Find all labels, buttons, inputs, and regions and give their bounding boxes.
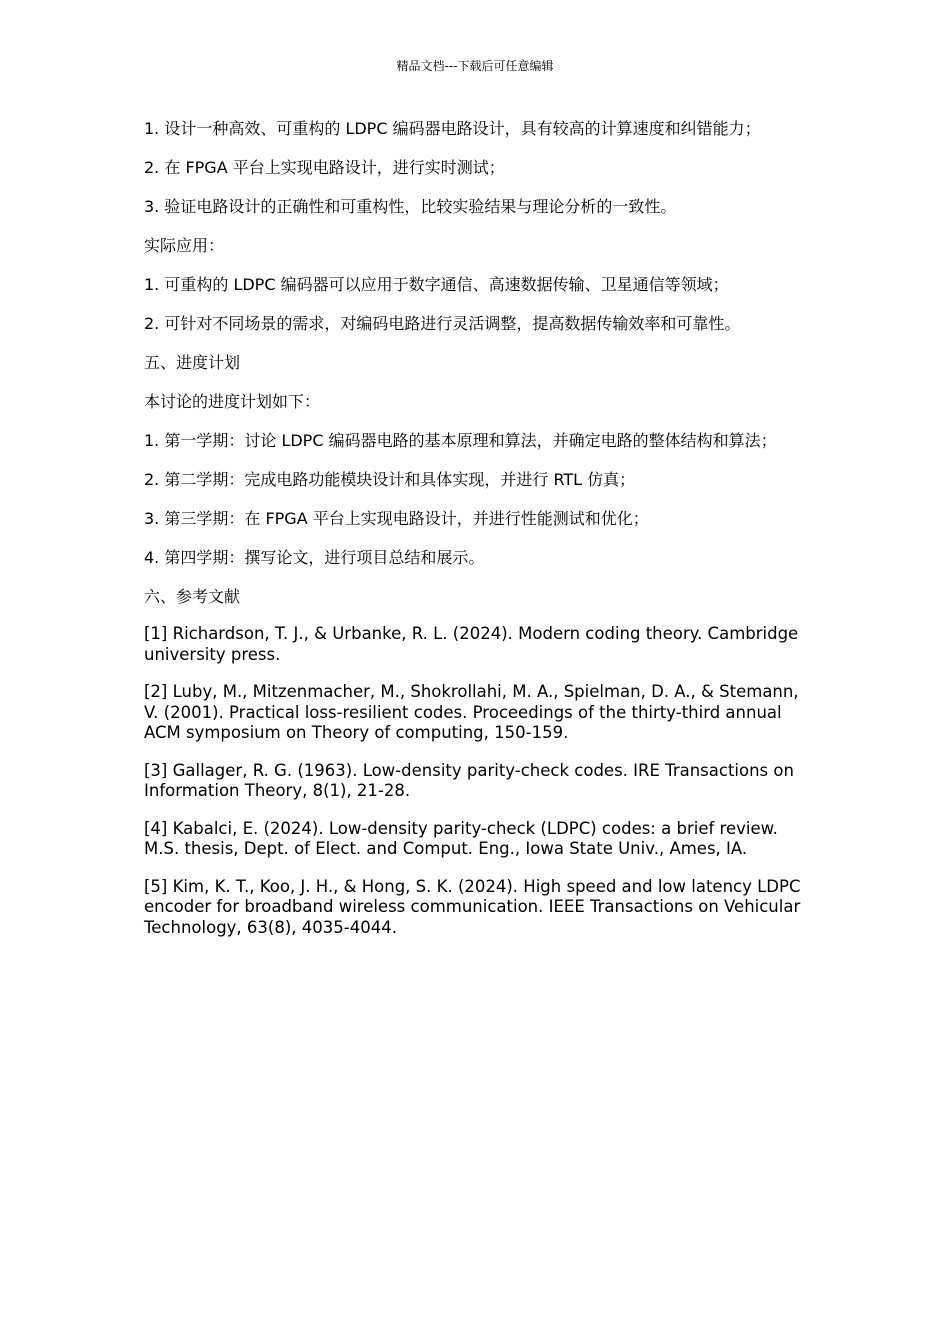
reference-item-3: [3] Gallager, R. G. (1963). Low-density parity-check codes. IRE Transactions on Information Theory, 8(1), 21-28. (144, 760, 794, 800)
objective-item-1: 1. 设计一种高效、可重构的 LDPC 编码器电路设计，具有较高的计算速度和纠错能力； (144, 119, 761, 138)
reference-item-1: [1] Richardson, T. J., & Urbanke, R. L. (2024). Modern coding theory. Cambridge university press. (144, 624, 799, 664)
objective-item-2: 2. 在 FPGA 平台上实现电路设计，进行实时测试； (144, 158, 505, 177)
reference-item-2: [2] Luby, M., Mitzenmacher, M., Shokrollahi, M. A., Spielman, D. A., & Stemann, V. (2001). Practical loss-resilient codes. Proceedings of the thirty-third annual ACM symposium on Theory of computing, 150-159. (144, 682, 799, 742)
schedule-intro: 本讨论的进度计划如下： (144, 392, 321, 411)
page-header: 精品文档---下载后可任意编辑 (396, 59, 554, 73)
schedule-item-1: 1. 第一学期：讨论 LDPC 编码器电路的基本原理和算法，并确定电路的整体结构和算法； (144, 431, 777, 450)
references-section-heading: 六、参考文献 (144, 587, 241, 606)
applications-heading: 实际应用： (144, 236, 225, 255)
document-body (144, 117, 809, 955)
schedule-section-heading: 五、进度计划 (144, 353, 241, 372)
application-item-2: 2. 可针对不同场景的需求，对编码电路进行灵活调整，提高数据传输效率和可靠性。 (144, 314, 741, 333)
schedule-item-3: 3. 第三学期：在 FPGA 平台上实现电路设计，并进行性能测试和优化； (144, 509, 649, 528)
schedule-item-2: 2. 第二学期：完成电路功能模块设计和具体实现，并进行 RTL 仿真； (144, 470, 636, 489)
schedule-item-4: 4. 第四学期：撰写论文，进行项目总结和展示。 (144, 548, 485, 567)
reference-item-4: [4] Kabalci, E. (2024). Low-density parity-check (LDPC) codes: a brief review. M.S. thesis, Dept. of Elect. and Comput. Eng., Iowa State Univ., Ames, IA. (144, 818, 778, 858)
application-item-1: 1. 可重构的 LDPC 编码器可以应用于数字通信、高速数据传输、卫星通信等领域； (144, 275, 729, 294)
reference-item-5: [5] Kim, K. T., Koo, J. H., & Hong, S. K. (2024). High speed and low latency LDPC encoder for broadband wireless communication. IEEE Transactions on Vehicular Technology, 63(8), 4035-4044. (144, 876, 801, 937)
objective-item-3: 3. 验证电路设计的正确性和可重构性，比较实验结果与理论分析的一致性。 (144, 197, 677, 216)
